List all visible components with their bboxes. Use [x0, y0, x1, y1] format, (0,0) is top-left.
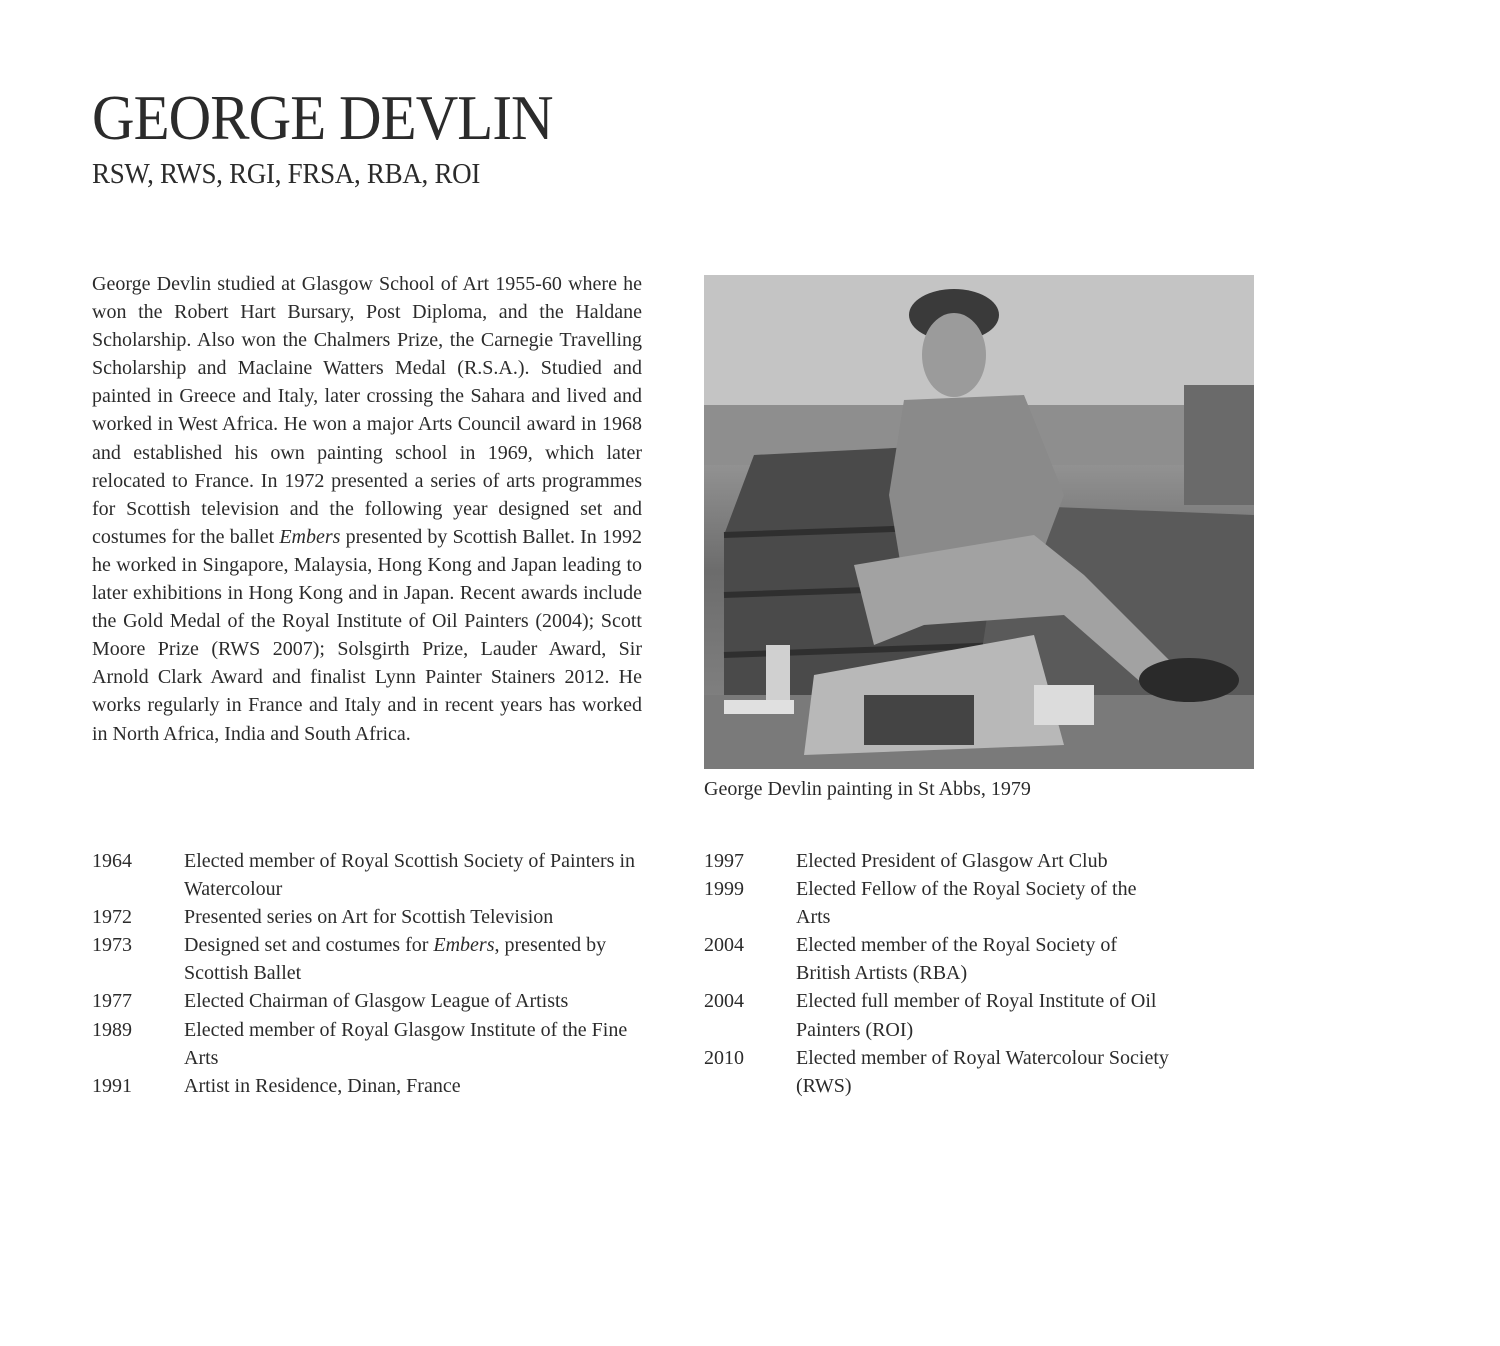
artist-name: GEORGE DEVLIN	[92, 82, 553, 153]
timeline-year: 1999	[704, 878, 744, 901]
artist-photo	[704, 275, 1254, 769]
timeline-year: 1997	[704, 850, 744, 872]
biography-ballet-title: Embers	[279, 525, 341, 548]
timeline-event: Elected President of Glasgow Art Club	[796, 850, 1108, 872]
timeline-event-text: , presented by Scottish Ballet	[184, 934, 607, 985]
timeline-year: 1977	[92, 990, 132, 1013]
timeline-row	[92, 1016, 652, 1072]
timeline-row	[92, 931, 652, 987]
paper-pad	[1034, 685, 1094, 725]
timeline-row	[92, 847, 652, 903]
timeline-row	[704, 1044, 1174, 1100]
timeline-year: 1972	[92, 906, 132, 929]
timeline-right	[704, 847, 1174, 1100]
timeline-event: Elected member of Royal Scottish Society of Painters in Watercolour	[184, 850, 636, 901]
timeline-event: Elected member of the Royal Society of British Artists (RBA)	[796, 934, 1118, 985]
shoe	[1139, 658, 1239, 702]
timeline-year: 1973	[92, 934, 132, 957]
timeline-event: Presented series on Art for Scottish Television	[184, 906, 554, 929]
biography-paragraph	[92, 270, 642, 748]
timeline-year: 2004	[704, 934, 744, 957]
biography-text-part2: presented by Scottish Ballet. In 1992 he worked in Singapore, Malaysia, Hong Kong and Japan leading to later exhibitions in Hong Kong and in Japan. Recent awards include the Gold Medal of the Royal Institute of Oil Painters (2004); Scott Moore Prize (RWS 2007); Solsgirth Prize, Lauder Award, Sir Arnold Clark Award and finalist Lynn Painter Stainers 2012. He works regularly in France and Italy and in recent years has worked in North Africa, India and South Africa.	[92, 525, 642, 745]
timeline-event: Elected Chairman of Glasgow League of Artists	[184, 990, 569, 1013]
timeline-year: 2010	[704, 1046, 744, 1069]
timeline-row	[92, 903, 652, 931]
timeline-event	[184, 931, 652, 987]
timeline-year: 1989	[92, 1018, 132, 1041]
timeline-row	[704, 931, 1174, 987]
timeline-year: 2004	[704, 990, 744, 1013]
head	[922, 313, 986, 397]
timeline-row	[704, 847, 1174, 875]
timeline-row	[704, 987, 1174, 1043]
timeline-event: Artist in Residence, Dinan, France	[184, 1074, 461, 1097]
timeline-event: Elected full member of Royal Institute of Oil Painters (ROI)	[796, 990, 1157, 1041]
paint-box	[724, 700, 794, 714]
harbour-pillar	[1184, 385, 1254, 505]
biography-text-part1: George Devlin studied at Glasgow School of Art 1955-60 where he won the Robert Hart Bursary, Post Diploma, and the Haldane Scholarship. Also won the Chalmers Prize, the Carnegie Travelling Scholarship and Maclaine Watters Medal (R.S.A.). Studied and painted in Greece and Italy, later crossing the Sahara and lived and worked in West Africa. He won a major Arts Council award in 1968 and established his own painting school in 1969, which later relocated to France. In 1972 presented a series of arts programmes for Scottish television and the following year designed set and costumes for the ballet	[92, 273, 642, 548]
timeline-event: Elected member of Royal Watercolour Society (RWS)	[796, 1046, 1169, 1097]
timeline-year: 1991	[92, 1074, 132, 1097]
timeline-row	[704, 875, 1174, 931]
timeline-year: 1964	[92, 850, 132, 872]
photo-caption: George Devlin painting in St Abbs, 1979	[704, 778, 1031, 800]
timeline-row	[92, 1072, 652, 1100]
photo-illustration	[704, 275, 1254, 769]
artist-postnominals: RSW, RWS, RGI, FRSA, RBA, ROI	[92, 158, 481, 190]
timeline-left	[92, 847, 652, 1100]
timeline-row	[92, 987, 652, 1015]
water-jar	[766, 645, 790, 705]
timeline-ballet-title: Embers	[433, 934, 495, 957]
timeline-event: Elected Fellow of the Royal Society of the Arts	[796, 878, 1137, 929]
timeline-event-text: Designed set and costumes for	[184, 934, 434, 957]
timeline-event: Elected member of Royal Glasgow Institute of the Fine Arts	[184, 1018, 628, 1069]
satchel-flap	[864, 695, 974, 745]
